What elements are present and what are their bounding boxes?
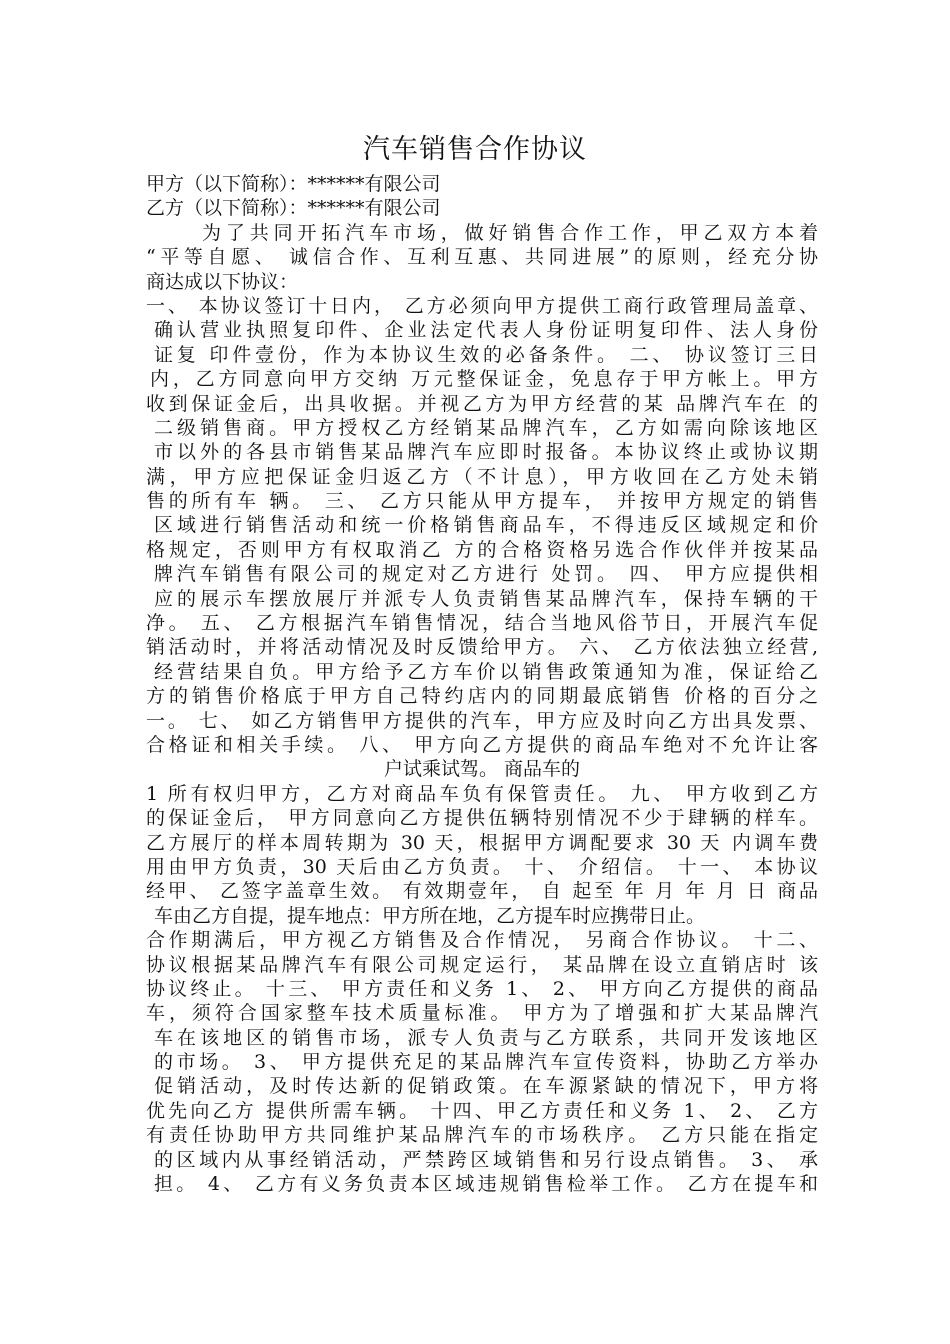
text-line: 证复 印件壹份，作为本协议生效的必备条件。 二、 协议签订三日 [154,343,818,366]
text-line: 区域进行销售活动和统一价格销售商品车，不得违反区域规定和价 [154,514,818,537]
text-line: 商达成以下协议： [146,270,299,293]
text-line: 方的销售价格底于甲方自己特约店内的同期最底销售 价格的百分之 [146,685,818,708]
party-a-line: 甲方（以下简称）：******有限公司 [146,173,441,195]
text-line: 担。 4、 乙方有义务负责本区域违规销售检举工作。 乙方在提车和 [154,1173,818,1196]
text-line: 确认营业执照复印件、企业法定代表人身份证明复印件、法人身份 [154,319,818,342]
text-line: 二级销售商。甲方授权乙方经销某品牌汽车，乙方如需向除该地区 [154,416,818,439]
text-line: 车由乙方自提，提车地点：甲方所在地，乙方提车时应携带日止。 [154,904,706,927]
text-line: 格规定，否则甲方有权取消乙 方的合格资格另选合作伙伴并按某品 [146,538,818,561]
text-line: 合格证和相关手续。 八、 甲方向乙方提供的商品车绝对不允许让客 [146,733,818,756]
text-line: 市以外的各县市销售某品牌汽车应即时报备。本协议终止或协议期 [154,441,818,464]
text-line: “平等自愿、 诚信合作、互利互惠、共同进展”的原则，经充分协 [146,246,818,269]
text-line: 牌汽车销售有限公司的规定对乙方进行 处罚。 四、 甲方应提供相 [154,563,818,586]
text-line: 销活动时，并将活动情况及时反馈给甲方。 六、 乙方依法独立经营, [146,636,818,659]
text-line: 净。 五、 乙方根据汽车销售情况，结合当地风俗节日，开展汽车促 [146,612,818,635]
text-line: 满，甲方应把保证金归返乙方（不计息），甲方收回在乙方处未销 [146,465,818,488]
text-line: 收到保证金后，出具收据。并视乙方为甲方经营的某 品牌汽车在 的 [146,392,818,415]
text-line: 促销活动，及时传达新的促销政策。在车源紧缺的情况下，甲方将 [154,1075,818,1098]
text-line: 经甲、 乙签字盖章生效。 有效期壹年， 自 起至 年 月 年 月 日 商品 [146,880,818,903]
text-line: 经营结果自负。甲方给予乙方车价以销售政策通知为准，保证给乙 [154,660,818,683]
text-line: 为了共同开拓汽车市场，做好销售合作工作，甲乙双方本着 [202,221,818,244]
text-line: 应的展示车摆放展厅并派专人负责销售某品牌汽车，保持车辆的干 [154,587,818,610]
text-line: 有责任协助甲方共同维护某品牌汽车的市场秩序。 乙方只能在指定 [146,1124,818,1147]
text-line: 协议根据某品牌汽车有限公司规定运行， 某品牌在设立直销店时 该 [146,953,818,976]
text-line: 一、 本协议签订十日内， 乙方必须向甲方提供工商行政管理局盖章、 [146,294,818,317]
text-line: 的区域内从事经销活动，严禁跨区域销售和另行设点销售。 3、 承 [154,1148,818,1171]
text-line: 户试乘试驾。 商品车的 [383,758,581,781]
text-line: 内，乙方同意向甲方交纳 万元整保证金，免息存于甲方帐上。甲方 [150,368,818,391]
text-line: 乙方展厅的样本周转期为 30 天，根据甲方调配要求 30 天 内调车费 [146,831,818,854]
party-b-line: 乙方（以下简称）：******有限公司 [146,197,441,220]
text-line: 的市场。 3、 甲方提供充足的某品牌汽车宣传资料，协助乙方举办 [154,1051,818,1074]
text-line: 合作期满后，甲方视乙方销售及合作情况， 另商合作协议。 十二、 [146,929,818,952]
text-line: 车，须符合国家整车技术质量标准。 甲方为了增强和扩大某品牌汽 [146,1002,818,1025]
text-line: 1 所有权归甲方，乙方对商品车负有保管责任。 九、 甲方收到乙方 [146,782,818,805]
text-line: 协议终止。 十三、 甲方责任和义务 1、 2、 甲方向乙方提供的商品 [146,977,818,1000]
text-line: 售的所有车 辆。 三、 乙方只能从甲方提车， 并按甲方规定的销售 [146,490,818,513]
document-body [146,172,818,1196]
text-line: 优先向乙方 提供所需车辆。 十四、甲乙方责任和义务 1、 2、 乙方 [146,1099,818,1122]
text-line: 用由甲方负责，30 天后由乙方负责。 十、 介绍信。 十一、 本协议 [146,855,818,878]
text-line: 的保证金后， 甲方同意向乙方提供伍辆特别情况不少于肆辆的样车。 [146,807,818,830]
text-line: 一。 七、 如乙方销售甲方提供的汽车，甲方应及时向乙方出具发票、 [146,709,818,732]
document-title: 汽车销售合作协议 [363,134,587,165]
text-line: 车在该地区的销售市场，派专人负责与乙方联系，共同开发该地区 [154,1026,818,1049]
